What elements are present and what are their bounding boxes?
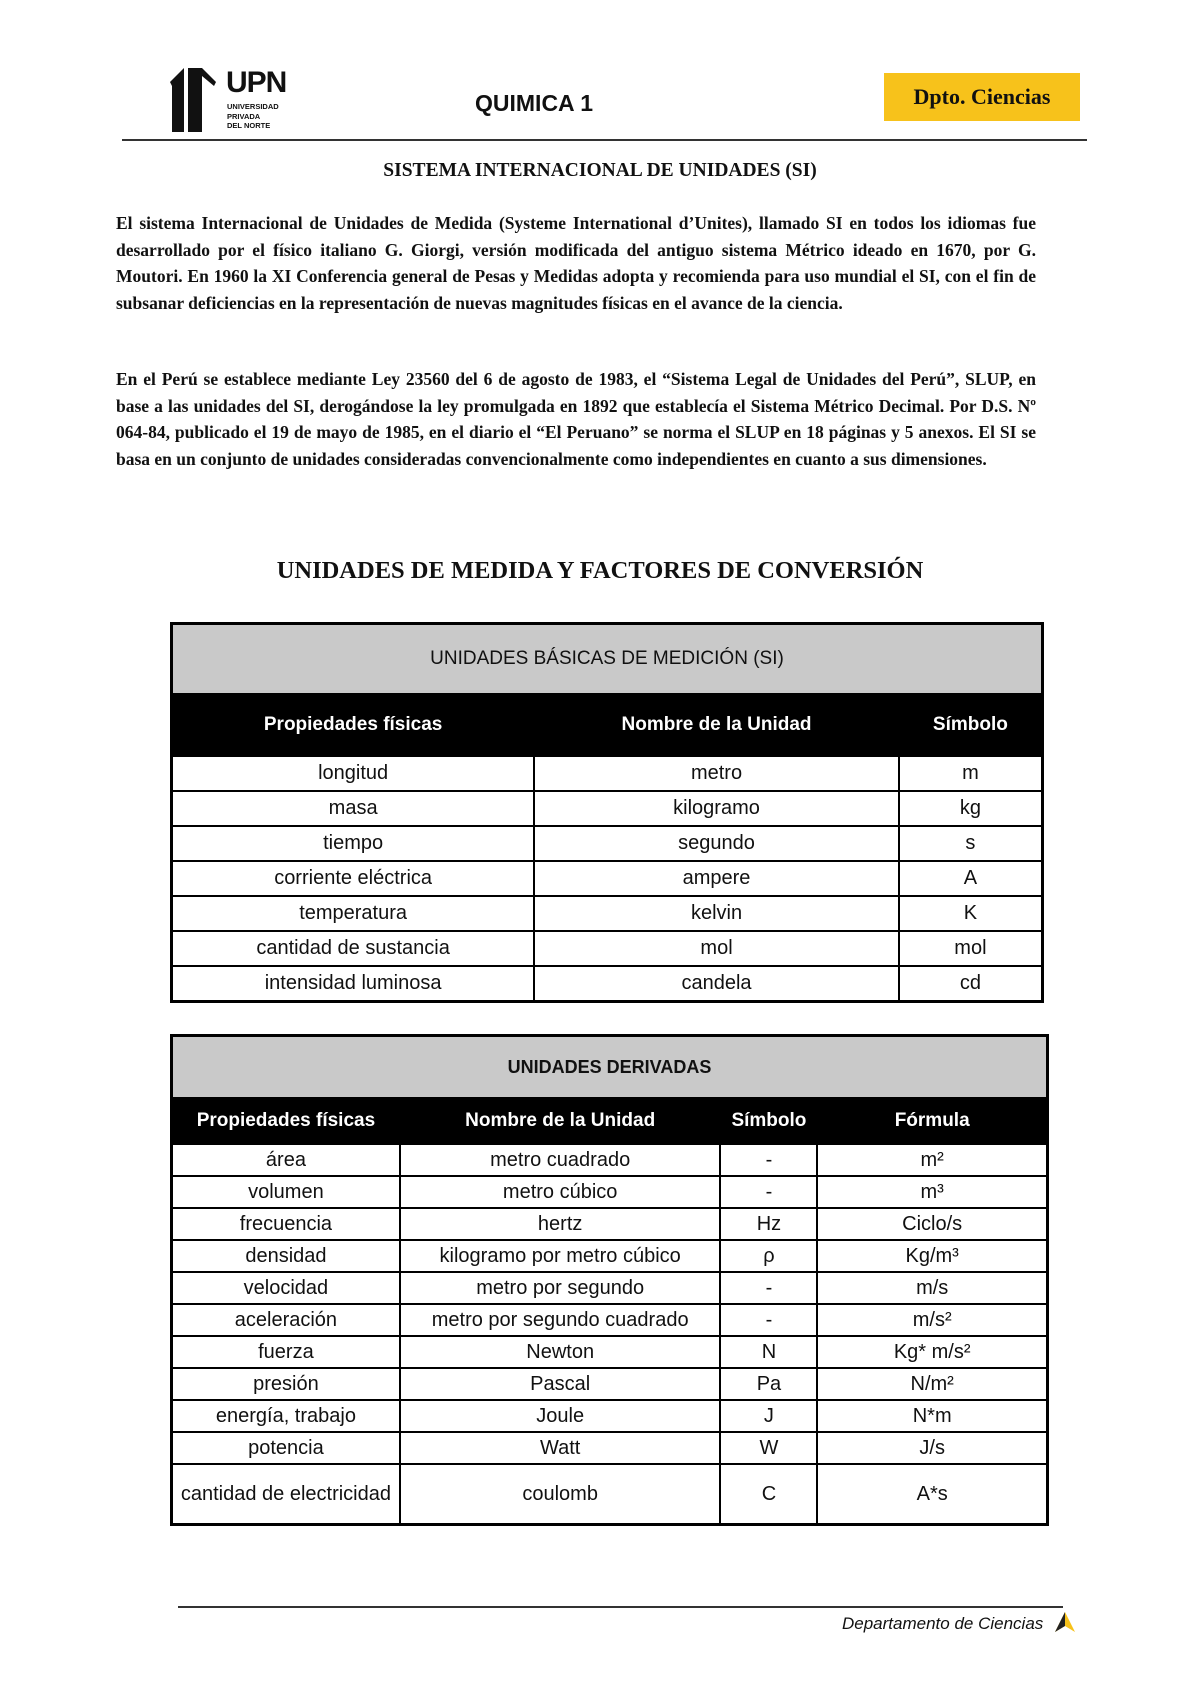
table-row bbox=[172, 1464, 1048, 1525]
table-cell: N/m² bbox=[817, 1368, 1047, 1400]
table-row bbox=[172, 791, 1043, 826]
logo-subtitle bbox=[227, 102, 279, 131]
logo-name: UPN bbox=[226, 66, 287, 99]
footer-text: Departamento de Ciencias bbox=[842, 1614, 1044, 1633]
table-cell: coulomb bbox=[400, 1464, 721, 1525]
table-row bbox=[172, 1272, 1048, 1304]
table-cell: Joule bbox=[400, 1400, 721, 1432]
table-cell: kg bbox=[899, 791, 1043, 826]
table-cell: m/s² bbox=[817, 1304, 1047, 1336]
table-row bbox=[172, 966, 1043, 1002]
table-cell: volumen bbox=[172, 1176, 400, 1208]
table-cell: Hz bbox=[720, 1208, 817, 1240]
table-cell: hertz bbox=[400, 1208, 721, 1240]
table-cell: frecuencia bbox=[172, 1208, 400, 1240]
table-row bbox=[172, 1432, 1048, 1464]
table-cell: Pascal bbox=[400, 1368, 721, 1400]
column-header: Fórmula bbox=[817, 1098, 1047, 1144]
table-cell: Pa bbox=[720, 1368, 817, 1400]
dept-badge: Dpto. Ciencias bbox=[884, 73, 1080, 121]
table-cell: J/s bbox=[817, 1432, 1047, 1464]
table-cell: Watt bbox=[400, 1432, 721, 1464]
table-cell: N bbox=[720, 1336, 817, 1368]
table-cell: s bbox=[899, 826, 1043, 861]
table-row bbox=[172, 1304, 1048, 1336]
derived-units-body bbox=[172, 1144, 1048, 1525]
table-cell: - bbox=[720, 1176, 817, 1208]
table-row bbox=[172, 1336, 1048, 1368]
table-cell: - bbox=[720, 1144, 817, 1176]
table-cell: corriente eléctrica bbox=[172, 861, 535, 896]
table-caption: UNIDADES DERIVADAS bbox=[172, 1036, 1048, 1099]
table-cell: metro por segundo bbox=[400, 1272, 721, 1304]
table-cell: fuerza bbox=[172, 1336, 400, 1368]
table-cell: Ciclo/s bbox=[817, 1208, 1047, 1240]
table-cell: intensidad luminosa bbox=[172, 966, 535, 1002]
table-cell: longitud bbox=[172, 756, 535, 791]
table-row bbox=[172, 931, 1043, 966]
logo-sub-line: PRIVADA bbox=[227, 111, 261, 121]
table-cell: metro cuadrado bbox=[400, 1144, 721, 1176]
table-cell: candela bbox=[534, 966, 899, 1002]
table-cell: m bbox=[899, 756, 1043, 791]
upn-logo-mark-icon bbox=[170, 68, 222, 132]
table-cell: Newton bbox=[400, 1336, 721, 1368]
header-divider bbox=[122, 139, 1087, 141]
table-cell: densidad bbox=[172, 1240, 400, 1272]
table-caption: UNIDADES BÁSICAS DE MEDICIÓN (SI) bbox=[172, 624, 1043, 695]
table-row bbox=[172, 1368, 1048, 1400]
table-cell: metro bbox=[534, 756, 899, 791]
table-cell: W bbox=[720, 1432, 817, 1464]
table-cell: A bbox=[899, 861, 1043, 896]
table-row bbox=[172, 1144, 1048, 1176]
table-cell: ampere bbox=[534, 861, 899, 896]
table-row bbox=[172, 861, 1043, 896]
table-cell: ρ bbox=[720, 1240, 817, 1272]
basic-units-body bbox=[172, 756, 1043, 1002]
footer-divider bbox=[178, 1606, 1063, 1608]
table-cell: kilogramo bbox=[534, 791, 899, 826]
table-cell: A*s bbox=[817, 1464, 1047, 1525]
table-cell: m² bbox=[817, 1144, 1047, 1176]
table-cell: temperatura bbox=[172, 896, 535, 931]
table-cell: tiempo bbox=[172, 826, 535, 861]
table-cell: m/s bbox=[817, 1272, 1047, 1304]
page-header bbox=[0, 0, 1200, 150]
logo-sub-line: DEL NORTE bbox=[227, 121, 271, 130]
table-cell: - bbox=[720, 1272, 817, 1304]
table-cell: C bbox=[720, 1464, 817, 1525]
table-row bbox=[172, 1208, 1048, 1240]
table-cell: presión bbox=[172, 1368, 400, 1400]
table-row bbox=[172, 1240, 1048, 1272]
table-cell: Kg/m³ bbox=[817, 1240, 1047, 1272]
table-cell: cantidad de sustancia bbox=[172, 931, 535, 966]
table-cell: m³ bbox=[817, 1176, 1047, 1208]
section-title: SISTEMA INTERNACIONAL DE UNIDADES (SI) bbox=[383, 160, 817, 181]
table-cell: potencia bbox=[172, 1432, 400, 1464]
column-header: Nombre de la Unidad bbox=[534, 694, 899, 756]
table-cell: K bbox=[899, 896, 1043, 931]
table-cell: segundo bbox=[534, 826, 899, 861]
table-cell: kelvin bbox=[534, 896, 899, 931]
table-cell: - bbox=[720, 1304, 817, 1336]
table-cell: energía, trabajo bbox=[172, 1400, 400, 1432]
column-header: Propiedades físicas bbox=[172, 1098, 400, 1144]
column-header: Símbolo bbox=[720, 1098, 817, 1144]
table-cell: mol bbox=[534, 931, 899, 966]
intro-paragraph: El sistema Internacional de Unidades de Medida (Systeme International d’Unites), llamado SI en todos los idiomas fue desarrollado por el físico italiano G. Giorgi, versión modificada del antiguo sistema Métrico ideado en 1670, por G. Moutori. En 1960 la XI Conferencia general de Pesas y Medidas adopta y recomienda para uso mundial el SI, con el fin de subsanar deficiencias en la representación de nuevas magnitudes físicas en el avance de la ciencia. bbox=[116, 213, 1036, 313]
table-row bbox=[172, 756, 1043, 791]
table-cell: J bbox=[720, 1400, 817, 1432]
table-cell: Kg* m/s² bbox=[817, 1336, 1047, 1368]
table-cell: masa bbox=[172, 791, 535, 826]
course-title: QUIMICA 1 bbox=[475, 90, 593, 116]
table-row bbox=[172, 1176, 1048, 1208]
logo-sub-line: UNIVERSIDAD bbox=[227, 102, 279, 111]
table-row bbox=[172, 1400, 1048, 1432]
column-header: Propiedades físicas bbox=[172, 694, 535, 756]
table-cell: cd bbox=[899, 966, 1043, 1002]
column-header: Nombre de la Unidad bbox=[400, 1098, 721, 1144]
table-cell: metro cúbico bbox=[400, 1176, 721, 1208]
footer-logo-icon bbox=[1053, 1610, 1077, 1634]
table-cell: velocidad bbox=[172, 1272, 400, 1304]
column-header: Símbolo bbox=[899, 694, 1043, 756]
table-cell: cantidad de electricidad bbox=[172, 1464, 400, 1525]
table-cell: aceleración bbox=[172, 1304, 400, 1336]
table-cell: área bbox=[172, 1144, 400, 1176]
peru-paragraph: En el Perú se establece mediante Ley 23560 del 6 de agosto de 1983, el “Sistema Legal de Unidades del Perú”, SLUP, en base a las unidades del SI, derogándose la ley promulgada en 1892 que establecía el Sistema Métrico Decimal. Por D.S. Nº 064-84, publicado el 19 de mayo de 1985, en el diario el “El Peruano” se norma el SLUP en 18 páginas y 5 anexos. El SI se basa en un conjunto de unidades consideradas convencionalmente como independientes en cuanto a sus dimensiones. bbox=[116, 369, 1036, 469]
table-cell: mol bbox=[899, 931, 1043, 966]
upn-logo bbox=[170, 68, 290, 132]
derived-units-table bbox=[170, 1034, 1049, 1526]
main-heading: UNIDADES DE MEDIDA Y FACTORES DE CONVERSIÓN bbox=[276, 557, 924, 584]
table-row bbox=[172, 896, 1043, 931]
basic-units-table bbox=[170, 622, 1044, 1003]
table-cell: kilogramo por metro cúbico bbox=[400, 1240, 721, 1272]
table-cell: N*m bbox=[817, 1400, 1047, 1432]
table-row bbox=[172, 826, 1043, 861]
table-cell: metro por segundo cuadrado bbox=[400, 1304, 721, 1336]
